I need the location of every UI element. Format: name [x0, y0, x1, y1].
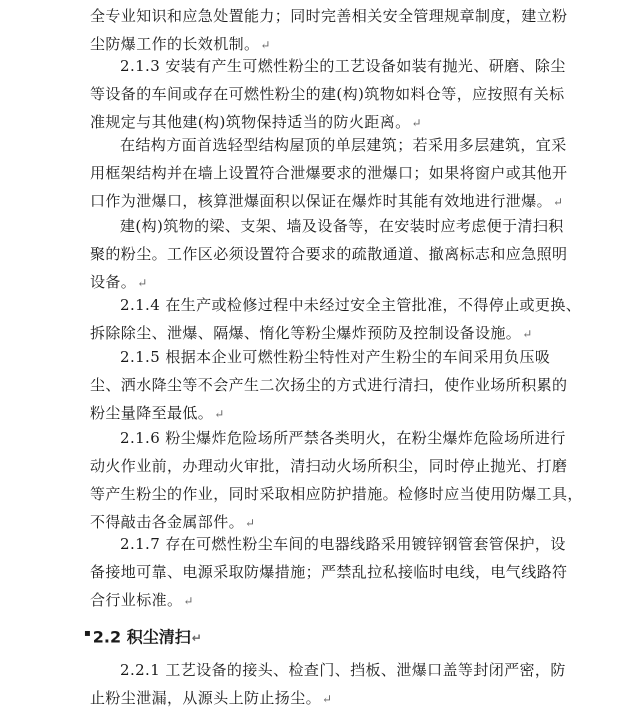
text-line: 拆除除尘、泄爆、隔爆、惰化等粉尘爆炸预防及控制设备设施。↵ [90, 324, 533, 342]
text-line: 建(构)筑物的梁、支架、墙及设备等，在安装时应考虑便于清扫积 [120, 217, 564, 235]
text-line: 2.1.6 粉尘爆炸危险场所严禁各类明火，在粉尘爆炸危险场所进行 [120, 429, 566, 447]
text-line: 不得敲击各金属部件。↵ [90, 513, 256, 531]
paragraph-2-1-6 [90, 424, 583, 537]
text-line: 尘、洒水降尘等不会产生二次扬尘的方式进行清扫，使作业场所积累的 [90, 376, 568, 394]
paragraph-safety-knowledge [90, 2, 568, 59]
text-line: 2.1.4 在生产或检修过程中未经过安全主管批准，不得停止或更换、 [120, 296, 582, 314]
paragraph-2-1-4 [90, 291, 582, 348]
paragraph-2-2-1 [90, 656, 566, 713]
text-line: 等产生粉尘的作业，同时采取相应防护措施。检修时应当使用防爆工具， [90, 485, 583, 503]
text-line: 止粉尘泄漏，从源头上防止扬尘。↵ [90, 689, 333, 707]
text-line: 粉尘量降至最低。↵ [90, 404, 225, 422]
text-line: 聚的粉尘。工作区必须设置符合要求的疏散通道、撤离标志和应急照明 [90, 245, 568, 263]
text-line: 2.2.1 工艺设备的接头、检查门、挡板、泄爆口盖等封闭严密，防 [120, 661, 566, 679]
paragraph-mark-icon: ↵ [260, 38, 271, 52]
paragraph-building [90, 212, 568, 297]
paragraph-mark-icon: ↵ [191, 631, 202, 646]
text-line: 在结构方面首选轻型结构屋顶的单层建筑；若采用多层建筑，宜采 [120, 136, 567, 154]
text-line: 2.1.7 存在可燃性粉尘车间的电器线路采用镀锌钢管套管保护，设 [120, 535, 566, 553]
text-line: 设备。↵ [90, 273, 148, 291]
text-line: 全专业知识和应急处置能力；同时完善相关安全管理规章制度，建立粉 [90, 7, 568, 25]
paragraph-mark-icon: ↵ [214, 407, 225, 421]
paragraph-mark-icon: ↵ [137, 276, 148, 290]
text-line: 合行业标准。↵ [90, 591, 194, 609]
paragraph-2-1-7 [90, 530, 568, 615]
heading-text: 2.2 积尘清扫 [92, 627, 191, 647]
paragraph-mark-icon: ↵ [522, 327, 533, 341]
text-line: 准规定与其他建(构)筑物保持适当的防火距离。↵ [90, 113, 422, 131]
heading-bullet-icon: ▪ [84, 628, 91, 639]
paragraph-mark-icon: ↵ [553, 195, 564, 209]
paragraph-mark-icon: ↵ [322, 692, 333, 706]
text-line: 口作为泄爆口，核算泄爆面积以保证在爆炸时其能有效地进行泄爆。↵ [90, 192, 564, 210]
paragraph-structure [90, 131, 568, 216]
section-heading [84, 620, 202, 652]
text-line: 2.1.3 安装有产生可燃性粉尘的工艺设备如装有抛光、研磨、除尘 [120, 57, 566, 75]
text-line: 尘防爆工作的长效机制。↵ [90, 35, 271, 53]
text-line: 等设备的车间或存在可燃性粉尘的建(构)筑物如料仓等，应按照有关标 [90, 85, 565, 103]
paragraph-2-1-3 [90, 52, 566, 137]
paragraph-2-1-5 [90, 343, 568, 428]
text-line: 用框架结构并在墙上设置符合泄爆要求的泄爆口；如果将窗户或其他开 [90, 164, 568, 182]
paragraph-mark-icon: ↵ [411, 116, 422, 130]
text-line: 2.1.5 根据本企业可燃性粉尘特性对产生粉尘的车间采用负压吸 [120, 348, 551, 366]
paragraph-mark-icon: ↵ [183, 594, 194, 608]
paragraph-mark-icon: ↵ [245, 516, 256, 530]
text-line: 备接地可靠、电源采取防爆措施；严禁乱拉私接临时电线，电气线路符 [90, 563, 568, 581]
text-line: 动火作业前，办理动火审批，清扫动火场所积尘，同时停止抛光、打磨 [90, 457, 568, 475]
